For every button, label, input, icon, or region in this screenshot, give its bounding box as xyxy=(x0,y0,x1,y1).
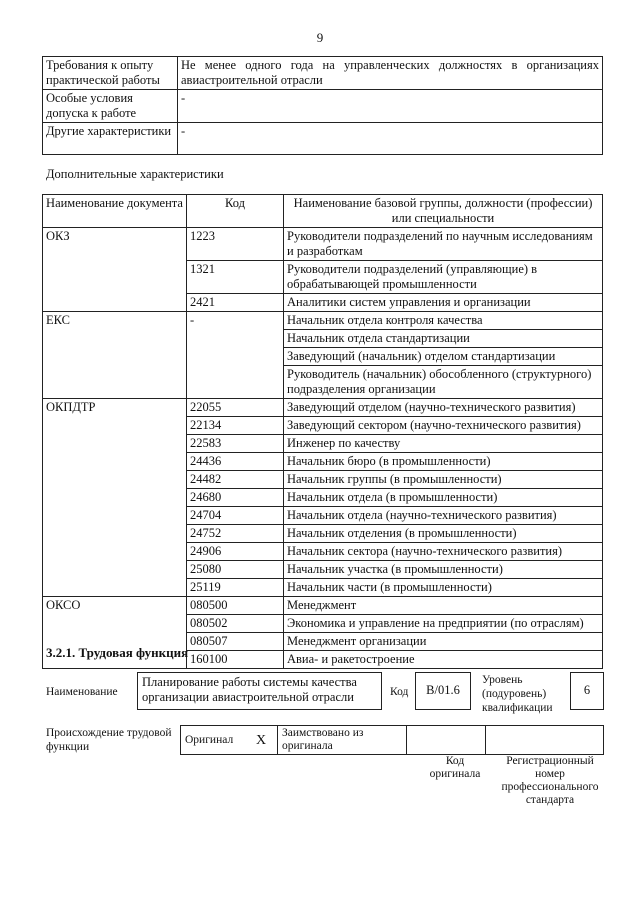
requirement-value: - xyxy=(178,123,603,155)
origin-label: Происхождение трудовой функции xyxy=(46,727,172,753)
borrowed-label: Заимствовано из оригинала xyxy=(278,726,407,755)
code-cell: 24482 xyxy=(187,471,284,489)
column-header-code: Код xyxy=(187,195,284,228)
code-cell: 24680 xyxy=(187,489,284,507)
code-value: B/01.6 xyxy=(426,683,460,697)
function-name-label: Наименование xyxy=(46,686,118,698)
additional-characteristics-body xyxy=(43,228,603,669)
column-header-doc: Наименование документа xyxy=(43,195,187,228)
name-cell: Начальник участка (в промышленности) xyxy=(284,561,603,579)
name-cell: Руководители подразделений по научным исследованиям и разработкам xyxy=(284,228,603,261)
origin-code-cell xyxy=(407,726,486,755)
table-row xyxy=(43,597,603,615)
table-row xyxy=(43,312,603,330)
code-cell: 22134 xyxy=(187,417,284,435)
name-cell: Начальник части (в промышленности) xyxy=(284,579,603,597)
code-cell: 24436 xyxy=(187,453,284,471)
level-label: Уровень (подуровень) квалификации xyxy=(482,674,553,714)
code-cell: 080507 xyxy=(187,633,284,651)
document-cell: ОКСО xyxy=(43,597,187,669)
name-cell: Авиа- и ракетостроение xyxy=(284,651,603,669)
requirement-label: Другие характеристики xyxy=(43,123,178,155)
requirement-label: Особые условия допуска к работе xyxy=(43,90,178,123)
level-value: 6 xyxy=(583,683,591,697)
code-cell: 080502 xyxy=(187,615,284,633)
registration-caption: Регистрационный номер профессионального стандарта xyxy=(501,755,599,806)
name-cell: Менеджмент организации xyxy=(284,633,603,651)
origin-table xyxy=(180,725,604,755)
document-cell: ОКЗ xyxy=(43,228,187,312)
document-cell: ЕКС xyxy=(43,312,187,399)
name-cell: Руководители подразделений (управляющие) в обрабатывающей промышленности xyxy=(284,261,603,294)
level-box xyxy=(570,672,604,710)
code-cell: 080500 xyxy=(187,597,284,615)
code-cell: 24704 xyxy=(187,507,284,525)
code-cell: 160100 xyxy=(187,651,284,669)
code-cell: 22055 xyxy=(187,399,284,417)
name-cell: Начальник бюро (в промышленности) xyxy=(284,453,603,471)
code-cell: 25119 xyxy=(187,579,284,597)
name-cell: Начальник отдела (научно-технического развития) xyxy=(284,507,603,525)
name-cell: Аналитики систем управления и организации xyxy=(284,294,603,312)
code-box xyxy=(415,672,471,710)
name-cell: Начальник отдела (в промышленности) xyxy=(284,489,603,507)
code-cell: - xyxy=(187,312,284,399)
code-cell: 1223 xyxy=(187,228,284,261)
name-cell: Начальник отдела стандартизации xyxy=(284,330,603,348)
requirements-table xyxy=(42,56,603,155)
requirement-label: Требования к опыту практической работы xyxy=(43,57,178,90)
name-cell: Инженер по качеству xyxy=(284,435,603,453)
requirement-value: - xyxy=(178,90,603,123)
table-row xyxy=(43,57,603,90)
function-name-box xyxy=(137,672,382,710)
name-cell: Экономика и управление на предприятии (по отраслям) xyxy=(284,615,603,633)
code-label: Код xyxy=(390,686,409,698)
name-cell: Заведующий отделом (научно-технического развития) xyxy=(284,399,603,417)
name-cell: Начальник отделения (в промышленности) xyxy=(284,525,603,543)
table-header-row xyxy=(43,195,603,228)
original-mark: X xyxy=(245,726,278,755)
page-number: 9 xyxy=(316,30,324,45)
table-row xyxy=(181,726,604,755)
code-caption: Код оригинала xyxy=(429,755,481,780)
section-title: 3.2.1. Трудовая функция xyxy=(46,645,189,660)
name-cell: Менеджмент xyxy=(284,597,603,615)
requirement-value: Не менее одного года на управленческих должностях в организациях авиастроительной отрасли xyxy=(178,57,603,90)
code-cell: 1321 xyxy=(187,261,284,294)
table-row xyxy=(43,123,603,155)
column-header-name: Наименование базовой группы, должности (профессии) или специальности xyxy=(284,195,603,228)
code-cell: 24752 xyxy=(187,525,284,543)
code-cell: 24906 xyxy=(187,543,284,561)
code-cell: 2421 xyxy=(187,294,284,312)
code-cell: 22583 xyxy=(187,435,284,453)
table-row xyxy=(43,90,603,123)
name-cell: Начальник группы (в промышленности) xyxy=(284,471,603,489)
name-cell: Начальник отдела контроля качества xyxy=(284,312,603,330)
additional-characteristics-table xyxy=(42,194,603,669)
name-cell: Заведующий (начальник) отделом стандартизации xyxy=(284,348,603,366)
name-cell: Руководитель (начальник) обособленного (структурного) подразделения организации xyxy=(284,366,603,399)
function-name-value: Планирование работы системы качества организации авиастроительной отрасли xyxy=(142,675,357,704)
registration-number-cell xyxy=(486,726,604,755)
code-cell: 25080 xyxy=(187,561,284,579)
additional-characteristics-title: Дополнительные характеристики xyxy=(46,167,224,181)
document-cell: ОКПДТР xyxy=(43,399,187,597)
table-row xyxy=(43,399,603,417)
original-label: Оригинал xyxy=(181,726,246,755)
table-row xyxy=(43,228,603,261)
name-cell: Заведующий сектором (научно-технического развития) xyxy=(284,417,603,435)
name-cell: Начальник сектора (научно-технического развития) xyxy=(284,543,603,561)
